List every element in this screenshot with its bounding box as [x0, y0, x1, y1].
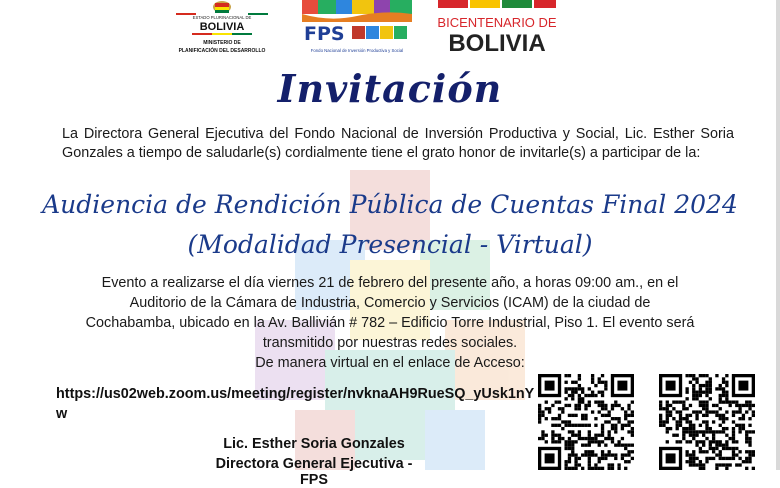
qr-code-icon[interactable]	[659, 374, 755, 470]
signatory-title: Directora General Ejecutiva - FPS	[215, 456, 413, 488]
event-modality: (Modalidad Presencial - Virtual)	[187, 230, 593, 259]
event-details-line-4: transmitido por nuestras redes sociales.	[262, 335, 518, 351]
intro-paragraph: La Directora General Ejecutiva del Fondo Nacional de Inversión Productiva y Social, Lic. Esther Soria Gonzales a tiempo de saludarle(s) cordialmente tiene el grato honor de invitarle(s) a participar de la:	[62, 126, 734, 161]
event-details	[40, 273, 740, 373]
event-details-line-1: Evento a realizarse el día viernes 21 de febrero del presente año, a horas 09:00 am., en el	[101, 275, 679, 291]
zoom-register-link[interactable]: https://us02web.zoom.us/meeting/register/nvknaAH9RueSQ_yUsk1nYw	[56, 386, 535, 422]
qr-code-icon[interactable]	[538, 374, 634, 470]
event-details-line-3: Cochabamba, ubicado en la Av. Ballivián # 782 – Edificio Torre Industrial, Piso 1. El evento será	[85, 315, 695, 331]
ministry-coat-of-arms-icon	[172, 0, 272, 56]
event-title: Audiencia de Rendición Pública de Cuentas Final 2024	[42, 190, 738, 219]
invitation-title: Invitación	[277, 66, 503, 111]
fps-subtitle: Fondo Nacional de Inversión Productiva y Social	[310, 48, 404, 53]
bicentenario-line2: BOLIVIA	[448, 30, 546, 57]
event-details-line-2: Auditorio de la Cámara de Industria, Comercio y Servicios (ICAM) de la ciudad de	[129, 295, 651, 311]
bicentenario-line1: BICENTENARIO DE	[437, 15, 557, 30]
fps-logo-icon	[300, 0, 415, 56]
ministry-name-sub: PLANIFICACIÓN DEL DESARROLLO	[178, 48, 266, 54]
ministry-name: MINISTERIO DE	[203, 40, 241, 46]
bicentenario-logo-icon	[438, 0, 556, 56]
signatory-name: Lic. Esther Soria Gonzales	[223, 436, 405, 452]
ministry-top-text: ESTADO PLURINACIONAL DE	[192, 15, 252, 20]
ministry-country: BOLIVIA	[199, 21, 245, 33]
fps-acronym: FPS	[304, 23, 345, 45]
event-details-line-5: De manera virtual en el enlace de Acceso:	[255, 355, 525, 371]
